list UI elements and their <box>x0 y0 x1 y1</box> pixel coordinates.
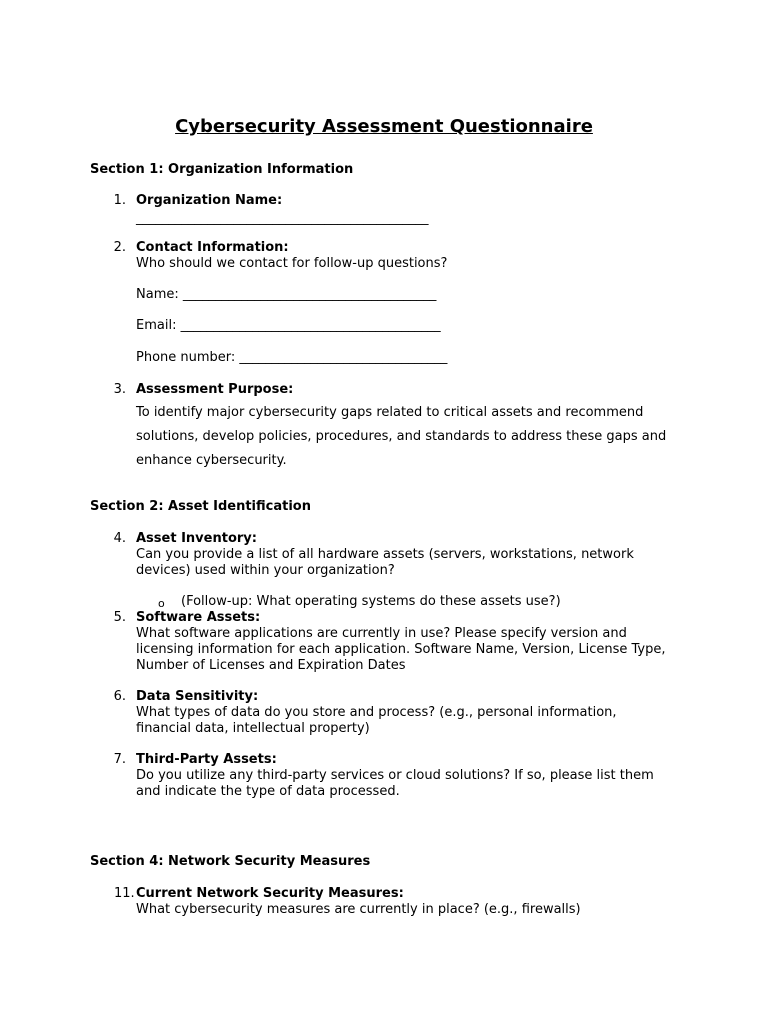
asset-inventory-followup: (Follow-up: What operating systems do these assets use?) <box>181 594 561 609</box>
document-title: Cybersecurity Assessment Questionnaire <box>175 116 593 137</box>
data-sensitivity-text-line: What types of data do you store and process? (e.g., personal information, <box>136 705 617 720</box>
organization-name-label: Organization Name: <box>136 193 283 208</box>
third-party-assets-label: Third-Party Assets: <box>136 752 277 767</box>
network-security-measures-text-line: What cybersecurity measures are currently in place? (e.g., firewalls) <box>136 902 581 917</box>
third-party-assets-text-line: and indicate the type of data processed. <box>136 784 400 799</box>
contact-phone-field[interactable]: Phone number: ________________________________ <box>136 350 448 365</box>
question-number: 6. <box>113 689 126 704</box>
question-number: 2. <box>113 240 126 255</box>
asset-inventory-label: Asset Inventory: <box>136 531 257 546</box>
software-assets-text-line: What software applications are currently in use? Please specify version and <box>136 626 627 641</box>
question-number: 1. <box>113 193 126 208</box>
organization-name-field[interactable]: _____________________________________________ <box>136 211 429 226</box>
contact-information-label: Contact Information: <box>136 240 289 255</box>
section-4-heading: Section 4: Network Security Measures <box>90 854 371 869</box>
assessment-purpose-text-line: enhance cybersecurity. <box>136 453 287 468</box>
question-number: 4. <box>113 531 126 546</box>
asset-inventory-text-line: Can you provide a list of all hardware assets (servers, workstations, network <box>136 547 634 562</box>
section-2-heading: Section 2: Asset Identification <box>90 499 311 514</box>
bullet-marker: o <box>158 597 165 610</box>
assessment-purpose-text-line: solutions, develop policies, procedures, and standards to address these gaps and <box>136 429 667 444</box>
software-assets-label: Software Assets: <box>136 610 261 625</box>
data-sensitivity-label: Data Sensitivity: <box>136 689 259 704</box>
network-security-measures-label: Current Network Security Measures: <box>136 886 404 901</box>
software-assets-text-line: licensing information for each application. Software Name, Version, License Type, <box>136 642 666 657</box>
data-sensitivity-text-line: financial data, intellectual property) <box>136 721 370 736</box>
question-number: 7. <box>113 752 126 767</box>
third-party-assets-text-line: Do you utilize any third-party services or cloud solutions? If so, please list them <box>136 768 654 783</box>
assessment-purpose-label: Assessment Purpose: <box>136 382 294 397</box>
asset-inventory-text-line: devices) used within your organization? <box>136 563 395 578</box>
assessment-purpose-text-line: To identify major cybersecurity gaps related to critical assets and recommend <box>136 405 644 420</box>
contact-name-field[interactable]: Name: _______________________________________ <box>136 287 437 302</box>
software-assets-text-line: Number of Licenses and Expiration Dates <box>136 658 406 673</box>
question-number: 5. <box>113 610 126 625</box>
contact-email-field[interactable]: Email: ________________________________________ <box>136 318 441 333</box>
contact-information-prompt: Who should we contact for follow-up questions? <box>136 256 448 271</box>
question-number: 11. <box>114 886 135 901</box>
question-number: 3. <box>113 382 126 397</box>
section-1-heading: Section 1: Organization Information <box>90 162 354 177</box>
